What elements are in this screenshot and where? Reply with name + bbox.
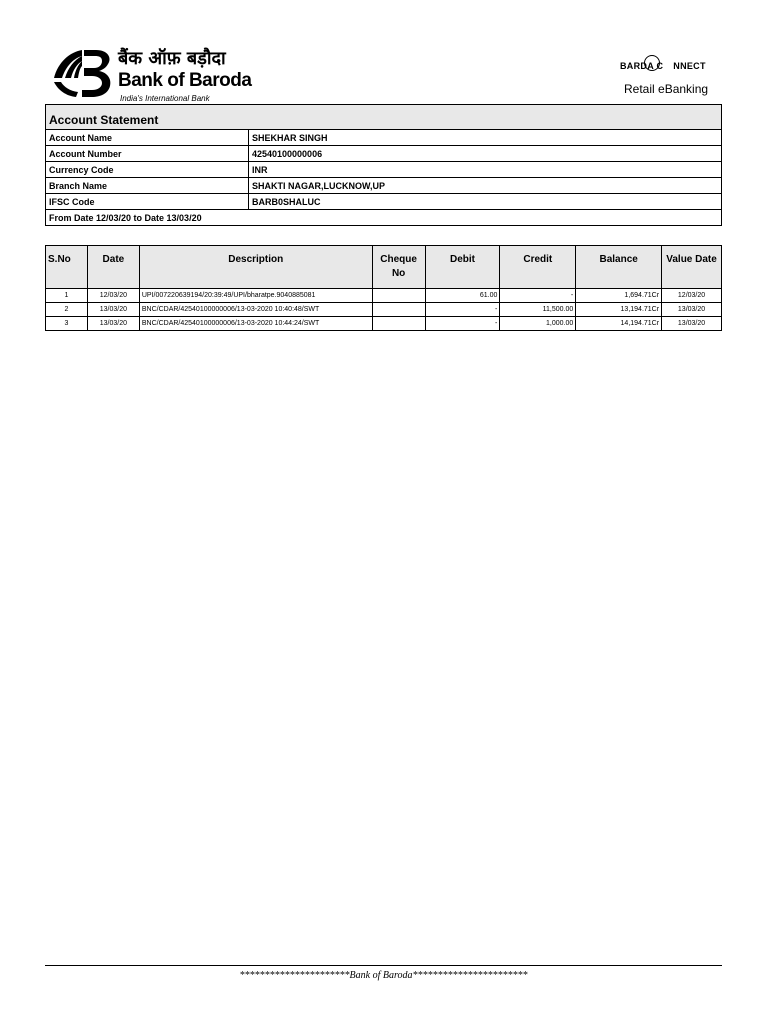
transactions-header-row: [46, 246, 722, 289]
info-row-branch-name: [46, 178, 722, 194]
cell-credit: 1,000.00: [500, 317, 576, 331]
info-label: IFSC Code: [46, 194, 249, 210]
account-statement-title-row: [46, 105, 722, 130]
cell-date: 12/03/20: [87, 289, 139, 303]
statement-period: From Date 12/03/20 to Date 13/03/20: [46, 210, 722, 226]
baroda-connect-logo: [620, 55, 740, 100]
col-header-sno: S.No: [46, 246, 88, 289]
info-label: Account Number: [46, 146, 249, 162]
bank-tagline: India's International Bank: [120, 94, 210, 103]
cell-date: 13/03/20: [87, 303, 139, 317]
account-statement-title: Account Statement: [46, 105, 722, 130]
col-header-balance: Balance: [576, 246, 662, 289]
retail-ebanking-label: Retail eBanking: [624, 82, 709, 96]
info-value: BARB0SHALUC: [249, 194, 722, 210]
table-row: [46, 289, 722, 303]
bank-of-baroda-logo-icon: [52, 48, 114, 98]
info-value: 42540100000006: [249, 146, 722, 162]
connect-text-part-2: DA C: [640, 61, 664, 71]
bank-name: Bank of Baroda: [118, 70, 252, 91]
cell-sno: 2: [46, 303, 88, 317]
cell-value-date: 13/03/20: [662, 317, 722, 331]
cheque-label-line1: Cheque: [380, 254, 417, 265]
cell-cheque: [372, 289, 425, 303]
cell-credit: -: [500, 289, 576, 303]
col-header-credit: Credit: [500, 246, 576, 289]
cell-credit: 11,500.00: [500, 303, 576, 317]
info-value: SHAKTI NAGAR,LUCKNOW,UP: [249, 178, 722, 194]
info-row-account-name: [46, 130, 722, 146]
info-value: INR: [249, 162, 722, 178]
col-header-value-date: Value Date: [662, 246, 722, 289]
connect-text-part-3: NNECT: [673, 61, 706, 71]
transactions-table: [45, 245, 722, 331]
cell-debit: 61.00: [425, 289, 500, 303]
col-header-debit: Debit: [425, 246, 500, 289]
cell-description: BNC/CDAR/42540100000006/13-03-2020 10:40:48/SWT: [139, 303, 372, 317]
col-header-cheque-no: [372, 246, 425, 289]
col-header-description: Description: [139, 246, 372, 289]
info-label: Currency Code: [46, 162, 249, 178]
cell-description: UPI/007220639194/20:39:49/UPI/bharatpe.9040885081: [139, 289, 372, 303]
cell-debit: -: [425, 303, 500, 317]
connect-text-part-1: BAR: [620, 61, 641, 71]
cell-balance: 1,694.71Cr: [576, 289, 662, 303]
cell-value-date: 13/03/20: [662, 303, 722, 317]
cell-sno: 3: [46, 317, 88, 331]
cell-description: BNC/CDAR/42540100000006/13-03-2020 10:44:24/SWT: [139, 317, 372, 331]
info-label: Account Name: [46, 130, 249, 146]
cell-date: 13/03/20: [87, 317, 139, 331]
bank-name-hindi: बैंक ऑफ़ बड़ौदा: [118, 48, 226, 69]
cell-cheque: [372, 317, 425, 331]
cheque-label-line2: No: [391, 268, 406, 279]
info-label: Branch Name: [46, 178, 249, 194]
baroda-connect-text: [620, 61, 708, 71]
info-row-currency-code: [46, 162, 722, 178]
info-row-account-number: [46, 146, 722, 162]
cell-value-date: 12/03/20: [662, 289, 722, 303]
info-value: SHEKHAR SINGH: [249, 130, 722, 146]
info-row-ifsc-code: [46, 194, 722, 210]
bank-logo: [52, 46, 252, 106]
footer-divider: [45, 965, 722, 966]
cell-balance: 14,194.71Cr: [576, 317, 662, 331]
col-header-date: Date: [87, 246, 139, 289]
info-row-period: [46, 210, 722, 226]
table-row: [46, 303, 722, 317]
footer-text: **********************Bank of Baroda***********************: [239, 970, 528, 981]
connect-swoosh-icon: [644, 55, 660, 71]
account-info-table: [45, 104, 722, 226]
cell-cheque: [372, 303, 425, 317]
table-row: [46, 317, 722, 331]
cell-debit: -: [425, 317, 500, 331]
cell-balance: 13,194.71Cr: [576, 303, 662, 317]
cell-sno: 1: [46, 289, 88, 303]
